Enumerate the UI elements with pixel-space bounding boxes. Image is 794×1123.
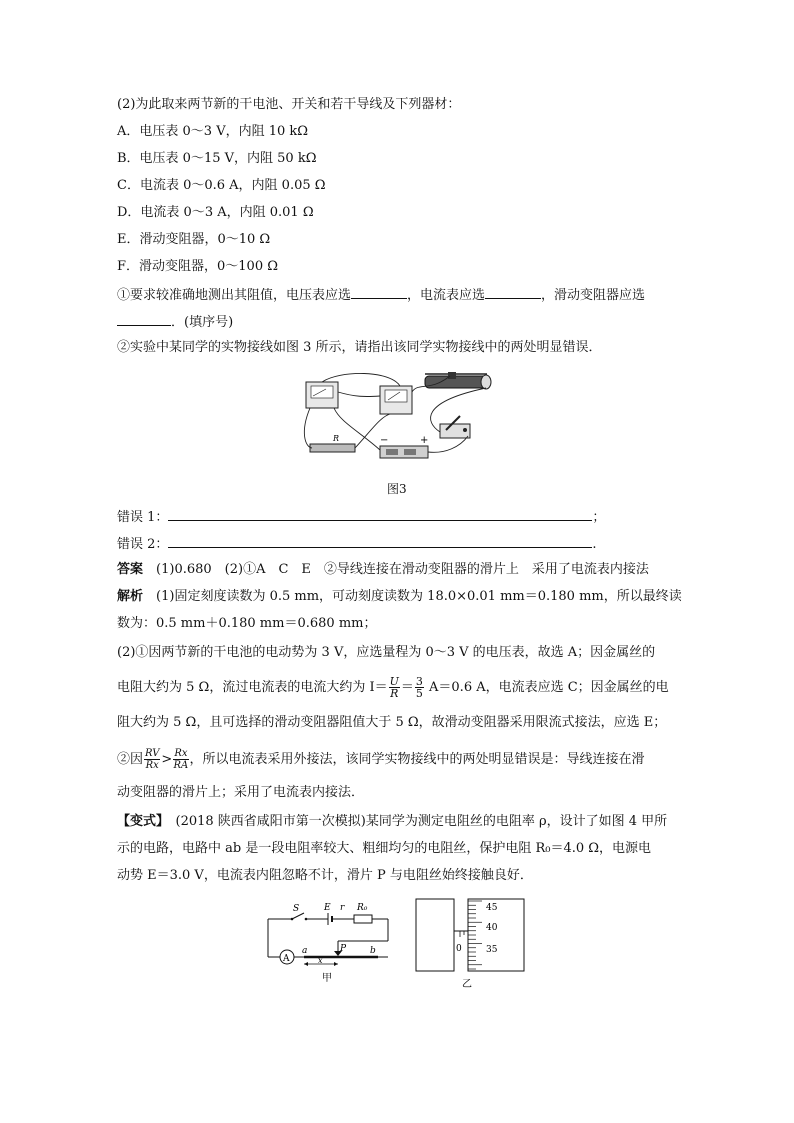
circuit-label-s: S <box>293 904 300 914</box>
error-2-blank[interactable] <box>168 534 592 548</box>
question-q1-line <box>117 285 645 305</box>
analysis-6a: ②因 <box>117 752 144 767</box>
ammeter-label: A <box>283 954 290 964</box>
analysis-line-7: 动变阻器的滑片上；采用了电流表内接法． <box>117 785 365 800</box>
fig3-label-plus: + <box>420 435 429 446</box>
figure-3-caption: 图3 <box>387 482 407 496</box>
figure-4 <box>260 893 540 993</box>
variant-line-3: 动势 E＝3.0 V，电流表内阻忽略不计，滑片 P 与电阻丝始终接触良好． <box>117 868 533 883</box>
option-e: E．滑动变阻器，0～10 Ω <box>117 232 271 247</box>
frac-3: 3 <box>415 675 423 688</box>
option-f: F．滑动变阻器，0～100 Ω <box>117 259 279 274</box>
figure-3-apparatus <box>300 372 500 467</box>
ratio-ra: RA <box>173 760 189 771</box>
variant-line-1 <box>117 813 667 831</box>
ratio-rv: RV <box>145 748 160 759</box>
analysis-line-2: 数为：0.5 mm＋0.180 mm＝0.680 mm； <box>117 616 377 631</box>
analysis-text-1: (1)固定刻度读数为 0.5 mm，可动刻度读数为 18.0×0.01 mm＝0.180 mm，所以最终读 <box>156 589 682 604</box>
answer-text: (1)0.680 (2)①A C E ②导线连接在滑动变阻器的滑片上 采用了电流表内接法 <box>156 562 649 577</box>
answer-blank-ammeter[interactable] <box>485 285 541 299</box>
fig3-label-minus: − <box>380 435 389 446</box>
answer-label: 答案 <box>117 562 144 577</box>
analysis-label: 解析 <box>117 589 144 604</box>
micrometer-zero: 0 <box>456 944 462 954</box>
answer-blank-voltmeter[interactable] <box>351 285 407 299</box>
caption-jia: 甲 <box>322 973 332 984</box>
option-d: D．电流表 0～3 A，内阻 0.01 Ω <box>117 205 314 220</box>
analysis-line-4 <box>117 676 669 699</box>
circuit-diagram <box>268 903 388 984</box>
analysis-line-1 <box>117 588 682 606</box>
scale-label-40: 40 <box>486 923 498 933</box>
analysis-4c: A＝0.6 A，电流表应选 C；因金属丝的电 <box>424 680 669 695</box>
analysis-4b: ＝ <box>400 680 414 695</box>
circuit-label-b: b <box>370 946 376 956</box>
ratio-rx-1: Rx <box>145 760 159 771</box>
circuit-label-p: P <box>340 944 347 954</box>
error-2-label: 错误 2： <box>117 537 169 552</box>
circuit-label-r: r <box>340 903 345 913</box>
circuit-label-r0: R₀ <box>357 903 368 913</box>
question-q2: ②实验中某同学的实物接线如图 3 所示，请指出该同学实物接线中的两处明显错误． <box>117 340 602 355</box>
circuit-label-e: E <box>324 903 331 913</box>
error-1-label: 错误 1： <box>117 510 169 525</box>
ratio-gt: > <box>161 752 173 767</box>
ratio-rx-2: Rx <box>174 748 188 759</box>
analysis-line-3: (2)①因两节新的干电池的电动势为 3 V，应选量程为 0～3 V 的电压表，故选 A；因金属丝的 <box>117 645 656 660</box>
error-1-blank[interactable] <box>168 507 592 521</box>
option-c: C．电流表 0～0.6 A，内阻 0.05 Ω <box>117 178 326 193</box>
frac-u: U <box>389 675 399 688</box>
answer-line <box>117 561 649 579</box>
question-q1-line2 <box>117 312 233 332</box>
frac-5: 5 <box>415 687 423 700</box>
circuit-label-x: x <box>318 956 323 965</box>
answer-blank-rheostat[interactable] <box>117 312 171 326</box>
option-a: A．电压表 0～3 V，内阻 10 kΩ <box>117 124 309 139</box>
frac-r: R <box>390 687 399 700</box>
caption-yi: 乙 <box>462 979 472 990</box>
scale-label-35: 35 <box>486 945 498 955</box>
micrometer-diagram <box>416 899 524 990</box>
q1-text-d: ．(填序号) <box>171 315 234 330</box>
analysis-line-6 <box>117 748 645 771</box>
variant-text-1: (2018 陕西省咸阳市第一次模拟)某同学为测定电阻丝的电阻率 ρ，设计了如图 4 甲所 <box>162 814 668 829</box>
error-1-end: ； <box>592 510 606 525</box>
fig3-label-r: R <box>333 434 340 443</box>
q1-text-b: ，电流表应选 <box>407 288 486 303</box>
variant-line-2: 示的电路，电路中 ab 是一段电阻率较大、粗细均匀的电阻丝，保护电阻 R₀＝4.0 Ω，电源电 <box>117 841 652 856</box>
circuit-label-a: a <box>302 946 308 956</box>
variant-label: 【变式】 <box>117 814 163 829</box>
q1-text-c: ，滑动变阻器应选 <box>541 288 646 303</box>
scale-label-45: 45 <box>486 903 498 913</box>
question-intro: (2)为此取来两节新的干电池、开关和若干导线及下列器材： <box>117 97 461 112</box>
q1-text-a: ①要求较准确地测出其阻值，电压表应选 <box>117 288 352 303</box>
option-b: B．电压表 0～15 V，内阻 50 kΩ <box>117 151 317 166</box>
error-2-line <box>117 534 597 554</box>
error-2-end: . <box>592 537 597 552</box>
analysis-4a: 电阻大约为 5 Ω，流过电流表的电流大约为 I＝ <box>117 680 388 695</box>
analysis-6b: ，所以电流表采用外接法，该同学实物接线中的两处明显错误是：导线连接在滑 <box>189 752 645 767</box>
error-1-line <box>117 507 605 527</box>
analysis-line-5: 阻大约为 5 Ω，且可选择的滑动变阻器阻值大于 5 Ω，故滑动变阻器采用限流式接法，应选 E； <box>117 715 667 730</box>
